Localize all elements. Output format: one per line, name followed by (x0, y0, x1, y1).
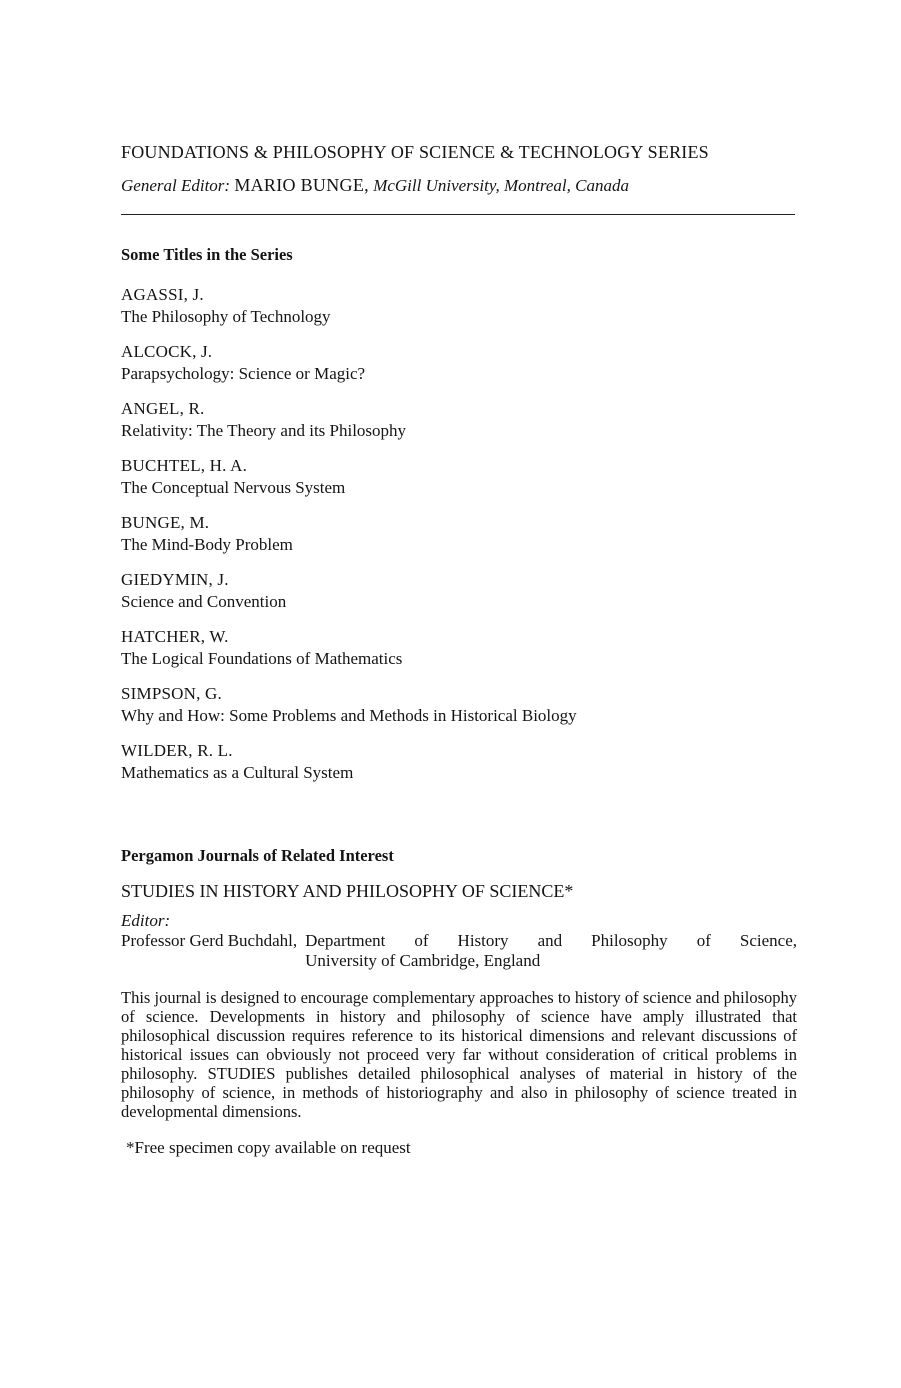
book-author: WILDER, R. L. (121, 741, 233, 760)
book-entry (121, 626, 797, 670)
titles-section-heading: Some Titles in the Series (121, 245, 293, 264)
book-entry (121, 683, 797, 727)
book-author: BUCHTEL, H. A. (121, 456, 248, 475)
divider-rule (121, 214, 795, 215)
general-editor-name: MARIO BUNGE, (234, 175, 369, 195)
book-title: The Mind-Body Problem (121, 535, 293, 554)
journals-section-heading: Pergamon Journals of Related Interest (121, 846, 394, 865)
book-list (121, 284, 797, 784)
specimen-footnote: *Free specimen copy available on request (126, 1137, 411, 1157)
book-author: BUNGE, M. (121, 513, 210, 532)
book-entry (121, 512, 797, 556)
journal-editor-university: University of Cambridge, England (305, 951, 541, 970)
journal-editor-name: Professor Gerd Buchdahl, (121, 931, 298, 950)
journal-editor-label: Editor: (121, 911, 171, 930)
book-author: ANGEL, R. (121, 399, 205, 418)
journal-editor-detail (121, 931, 797, 971)
book-title: Relativity: The Theory and its Philosophy (121, 421, 407, 440)
book-entry (121, 455, 797, 499)
book-title: The Logical Foundations of Mathematics (121, 649, 403, 668)
general-editor-affiliation: McGill University, Montreal, Canada (373, 176, 629, 195)
journal-title: STUDIES IN HISTORY AND PHILOSOPHY OF SCIENCE* (121, 881, 574, 901)
book-title: Science and Convention (121, 592, 287, 611)
general-editor-label: General Editor: (121, 176, 231, 195)
book-entry (121, 341, 797, 385)
series-title: FOUNDATIONS & PHILOSOPHY OF SCIENCE & TECHNOLOGY SERIES (121, 142, 709, 162)
book-title: Why and How: Some Problems and Methods in Historical Biology (121, 706, 577, 725)
book-author: AGASSI, J. (121, 285, 204, 304)
book-author: HATCHER, W. (121, 627, 229, 646)
general-editor-line (121, 173, 797, 198)
journal-editor-dept: Department of History and Philosophy of Science, (305, 931, 797, 950)
book-author: SIMPSON, G. (121, 684, 222, 703)
book-entry (121, 569, 797, 613)
journal-description: This journal is designed to encourage complementary approaches to history of science and philosophy of science. Developments in history and philosophy of science have amply illustrated that philosophical discussion requires reference to its historical dimensions and relevant discussions of historical issues can obviously not proceed very far without consideration of critical problems in philosophy. STUDIES publishes detailed philosophical analyses of material in history of the philosophy of science, in methods of historiography and also in philosophy of science treated in developmental dimensions. (121, 988, 797, 1121)
book-title: The Conceptual Nervous System (121, 478, 346, 497)
book-entry (121, 398, 797, 442)
book-title: The Philosophy of Technology (121, 307, 331, 326)
page-content (121, 140, 797, 1158)
book-title: Mathematics as a Cultural System (121, 763, 354, 782)
book-entry (121, 740, 797, 784)
book-author: ALCOCK, J. (121, 342, 213, 361)
book-entry (121, 284, 797, 328)
book-title: Parapsychology: Science or Magic? (121, 364, 366, 383)
book-author: GIEDYMIN, J. (121, 570, 229, 589)
journal-editor-affiliation (305, 931, 797, 971)
